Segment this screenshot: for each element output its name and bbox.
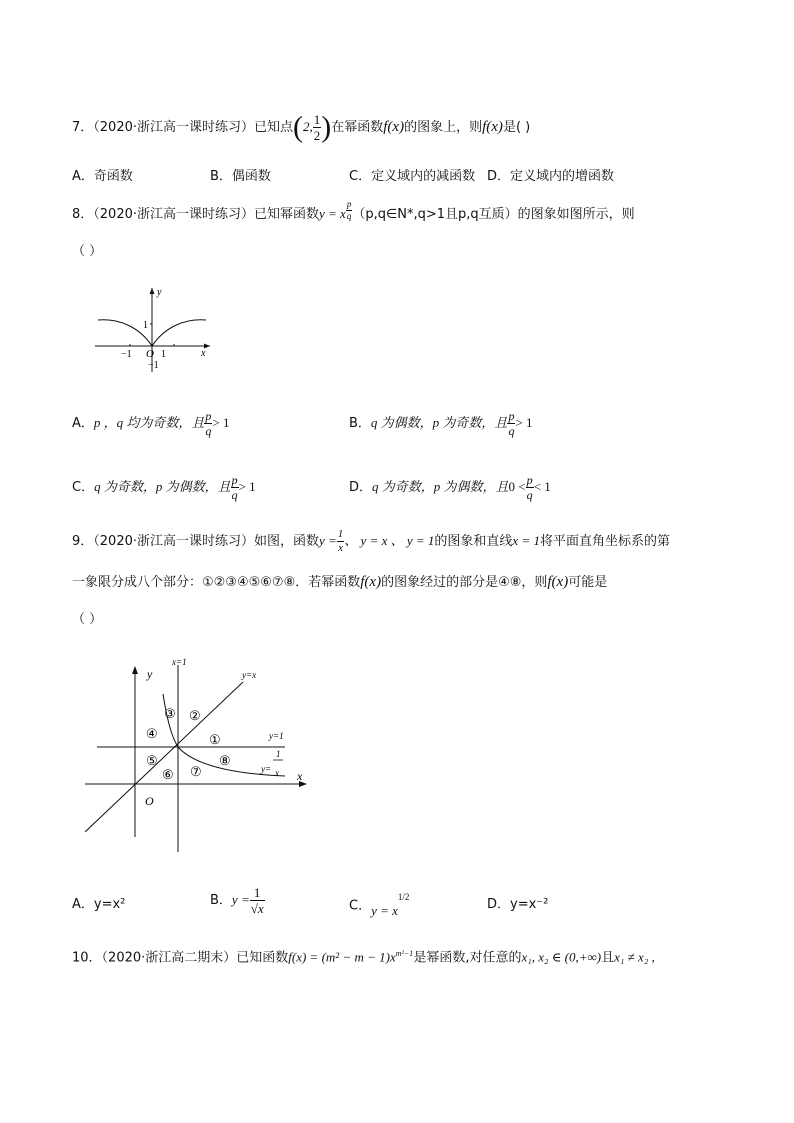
q8-stem [72, 199, 635, 227]
q8-option-c[interactable] [72, 469, 256, 506]
q9-option-b-func: y = [231, 892, 250, 907]
q9-fx2: f(x) [547, 574, 569, 590]
q8-y-arrow [150, 288, 155, 294]
q8-option-b[interactable] [349, 405, 533, 442]
q7-option-c[interactable]: C．定义域内的减函数 [349, 169, 476, 184]
q10-mid2: 且 [601, 950, 615, 966]
q8-func: y = x [319, 206, 346, 221]
q8-label-y: y [157, 287, 162, 298]
q9-line2-a: 一象限分成八个部分：①②③④⑤⑥⑦⑧．若幂函数 [72, 575, 361, 590]
q9-label-yfrac-n: 1 [276, 749, 281, 759]
q7-prefix: 7．（2020·浙江高一课时练习）已知点 [72, 120, 293, 135]
q9-region-8: ⑧ [219, 753, 231, 768]
q8-option-d-cmp: < 1 [533, 479, 551, 494]
q10-mid: 是幂函数,对任意的 [413, 950, 522, 966]
q9-label-origin: O [145, 794, 154, 808]
q8-label-x: x [201, 348, 206, 359]
q9-option-a[interactable]: A．y=x² [72, 897, 126, 912]
q9-line1-a: 9．（2020·浙江高一课时练习）如图，函数 [72, 534, 319, 549]
q9-f1-frac: $\frac{1}{x}$ [337, 528, 344, 554]
q9-label-yfrac-d: x [275, 768, 279, 778]
q8-graph [90, 284, 215, 374]
q9-fx: f(x) [360, 574, 382, 590]
q9-f3: x = 1 [512, 533, 540, 548]
q9-option-c[interactable] [349, 886, 409, 921]
q9-option-c-label: C． [349, 898, 372, 914]
q7-right-paren: ) [321, 110, 332, 144]
q7-option-d[interactable]: D．定义域内的增函数 [487, 169, 615, 184]
q8-option-d[interactable] [349, 469, 551, 506]
q9-region-1: ① [209, 732, 221, 747]
q9-option-b-label: B． [210, 893, 232, 908]
q8-prefix: 8．（2020·浙江高一课时练习）已知幂函数 [72, 207, 319, 222]
q9-line1 [72, 527, 670, 556]
q8-option-d-frac: $\frac{p}{q}$ [526, 473, 533, 502]
q9-label-x1: x=1 [172, 657, 187, 667]
q8-option-c-label: C． [72, 480, 95, 495]
q7-left-paren: ( [293, 110, 303, 144]
q9-region-6: ⑥ [162, 767, 174, 782]
q10-func: f(x) = (m² − m − 1)x [288, 949, 396, 965]
q8-label-1y: 1 [143, 320, 148, 331]
q7-option-a[interactable]: A．奇函数 [72, 169, 133, 184]
q8-paren: （ ） [72, 244, 103, 259]
q9-line2 [72, 570, 607, 595]
q7-mid2: 的图象上，则 [404, 120, 483, 135]
q9-option-c-func: y = x [371, 903, 398, 919]
q10-exp: m²−1 [395, 949, 414, 958]
q9-f1: y = [319, 533, 337, 548]
q7-mid: 在幂函数 [331, 120, 384, 135]
q8-option-a-frac: $\frac{p}{q}$ [205, 409, 212, 438]
q7-point-x: 2 [303, 119, 310, 134]
q9-line2-c: 可能是 [568, 575, 608, 590]
q9-line2-b: 的图象经过的部分是④⑧，则 [381, 575, 548, 590]
q9-label-yx: y=x [242, 670, 257, 680]
q7-option-b[interactable]: B．偶函数 [210, 169, 271, 184]
q9-option-b-frac: $\frac{1}{√x}$ [250, 885, 264, 916]
q9-paren: （ ） [72, 612, 103, 627]
q8-option-a-cmp: > 1 [212, 415, 230, 430]
q10-stem [72, 941, 655, 971]
q7-stem: 7．（2020·浙江高一课时练习）已知点(2, $\frac{1}{2}$ )在幂函数f(x)的图象上，则f(x)是( ) [72, 110, 531, 144]
q8-option-a-label: A． [72, 416, 94, 431]
q8-option-b-frac: $\frac{p}{q}$ [508, 409, 515, 438]
q9-label-y: y [147, 667, 153, 681]
q8-option-b-label: B． [349, 416, 371, 431]
q10-vars: x₁, x₂ ∈ (0,+∞) [521, 949, 602, 965]
q8-label-origin: O [146, 348, 154, 360]
q8-option-d-cmp-left: 0 < [508, 479, 526, 494]
q8-condition: （p,q∈N*,q>1且p,q互质）的图象如图所示，则 [352, 207, 635, 222]
q8-option-c-text: q 为奇数，p 为偶数，且 [94, 479, 231, 494]
q9-region-3: ③ [164, 706, 176, 721]
q9-label-x: x [297, 769, 303, 783]
q7-fx2: f(x) [482, 119, 503, 135]
q8-option-d-text: q 为奇数，p 为偶数，且 [372, 479, 509, 494]
q9-option-c-exp: 1/2 [397, 892, 410, 902]
q8-label-neg1x: −1 [121, 349, 132, 360]
q8-option-c-frac: $\frac{p}{q}$ [231, 473, 238, 502]
q8-option-a[interactable] [72, 405, 230, 442]
q9-graph [85, 652, 315, 854]
q8-label-neg1y: −1 [148, 360, 159, 371]
q9-region-5: ⑤ [146, 753, 158, 768]
q9-region-2: ② [189, 708, 201, 723]
q9-label-yfrac-pre: y= [261, 764, 272, 774]
q9-line1-b: 的图象和直线 [434, 534, 513, 549]
q9-option-d[interactable]: D．y=x⁻² [487, 897, 549, 912]
q8-option-b-cmp: > 1 [515, 415, 533, 430]
q8-option-a-text: p ，q 均为奇数，且 [93, 415, 205, 430]
q8-exp: p q [346, 199, 352, 221]
q8-label-1x: 1 [161, 349, 166, 360]
q9-line1-c: 将平面直角坐标系的第 [539, 534, 670, 549]
q10-prefix: 10．（2020·浙江高二期末）已知函数 [72, 950, 289, 966]
q9-option-b[interactable] [210, 880, 265, 921]
q8-option-c-cmp: > 1 [238, 479, 256, 494]
q9-region-7: ⑦ [190, 764, 202, 779]
q7-fx: f(x) [383, 119, 405, 135]
q9-y-arrow [132, 666, 138, 674]
q7-suffix: 是( ) [502, 120, 531, 135]
q8-option-b-text: q 为偶数，p 为奇数，且 [370, 415, 508, 430]
q10-neq: x₁ ≠ x₂ , [614, 949, 655, 965]
q9-label-y1: y=1 [269, 731, 284, 741]
q7-point-y-frac: $\frac{1}{2}$ [313, 112, 321, 143]
q8-option-d-label: D． [349, 480, 373, 495]
q9-f2: 、 y = x 、 y = 1 [344, 533, 435, 548]
q9-region-4: ④ [146, 726, 158, 741]
